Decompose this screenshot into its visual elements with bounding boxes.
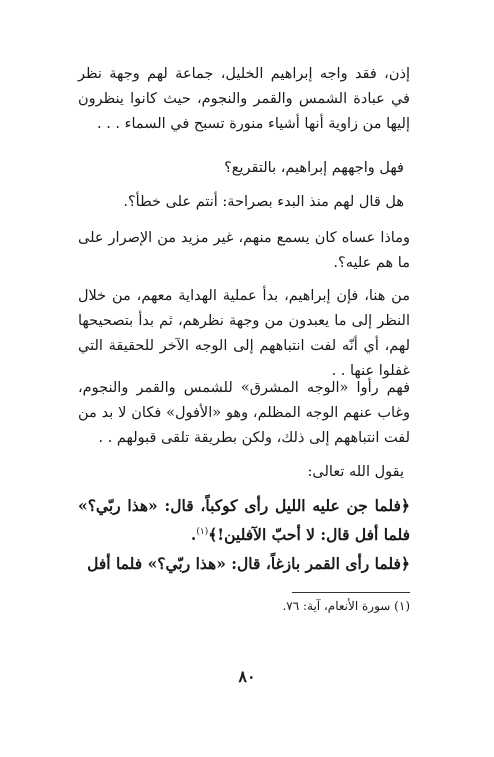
quran-verse-1 <box>78 492 410 548</box>
page-number: ٨٠ <box>238 667 256 686</box>
paragraph-intro: إذن، فقد واجه إبراهيم الخليل، جماعة لهم وجهة نظر في عبادة الشمس والقمر والنجوم، حيث كانوا ينظرون إليها من زاوية أنها أشياء منورة تسبح في السماء . . . <box>78 66 410 132</box>
verse-open-bracket: ﴿ <box>400 554 410 573</box>
paragraph-question-error: هل قال لهم منذ البدء بصراحة: أنتم على خطأ؟. <box>123 194 404 210</box>
paragraph-quote-intro: يقول الله تعالى: <box>307 464 404 480</box>
footnote-marker: (١) <box>196 527 209 537</box>
quran-verse-2 <box>78 550 410 577</box>
paragraph-bright-face: فهم رأوا «الوجه المشرق» للشمس والقمر والنجوم، وغاب عنهم الوجه المظلم، وهو «الأفول» فكان لا بد من لفت انتباههم إلى ذلك، ولكن بطريقة تلقى قبولهم . . <box>78 380 410 446</box>
footnote-divider <box>292 592 410 593</box>
paragraph-insistence: وماذا عساه كان يسمع منهم، غير مزيد من الإصرار على ما هم عليه؟. <box>78 230 410 271</box>
verse-open-bracket: ﴿ <box>400 496 410 515</box>
verse-text: فلما رأى القمر بازغاً، قال: «هذا ربّي؟» فلما أفل <box>87 554 401 573</box>
paragraph-question-rebuke: فهل واجههم إبراهيم، بالتقريع؟ <box>224 160 404 176</box>
verse-end-period: . <box>190 525 197 545</box>
verse-text: فلما جن عليه الليل رأى كوكباً، قال: «هذا ربّي؟» فلما أفل قال: لا أحبّ الآفلين! <box>78 496 410 545</box>
verse-close-bracket: ﴾ <box>208 525 218 545</box>
paragraph-guidance: من هنا، فإن إبراهيم، بدأ عملية الهداية معهم، من خلال النظر إلى ما يعبدون من وجهة نظرهم، ثم بدأ بتصحيحها لهم، أي أنّه لفت انتباههم إلى الوجه الآخر للحقيقة التي غفلوا عنها . . <box>78 288 410 379</box>
footnote: (١) سورة الأنعام، آية: ٧٦. <box>282 599 410 613</box>
